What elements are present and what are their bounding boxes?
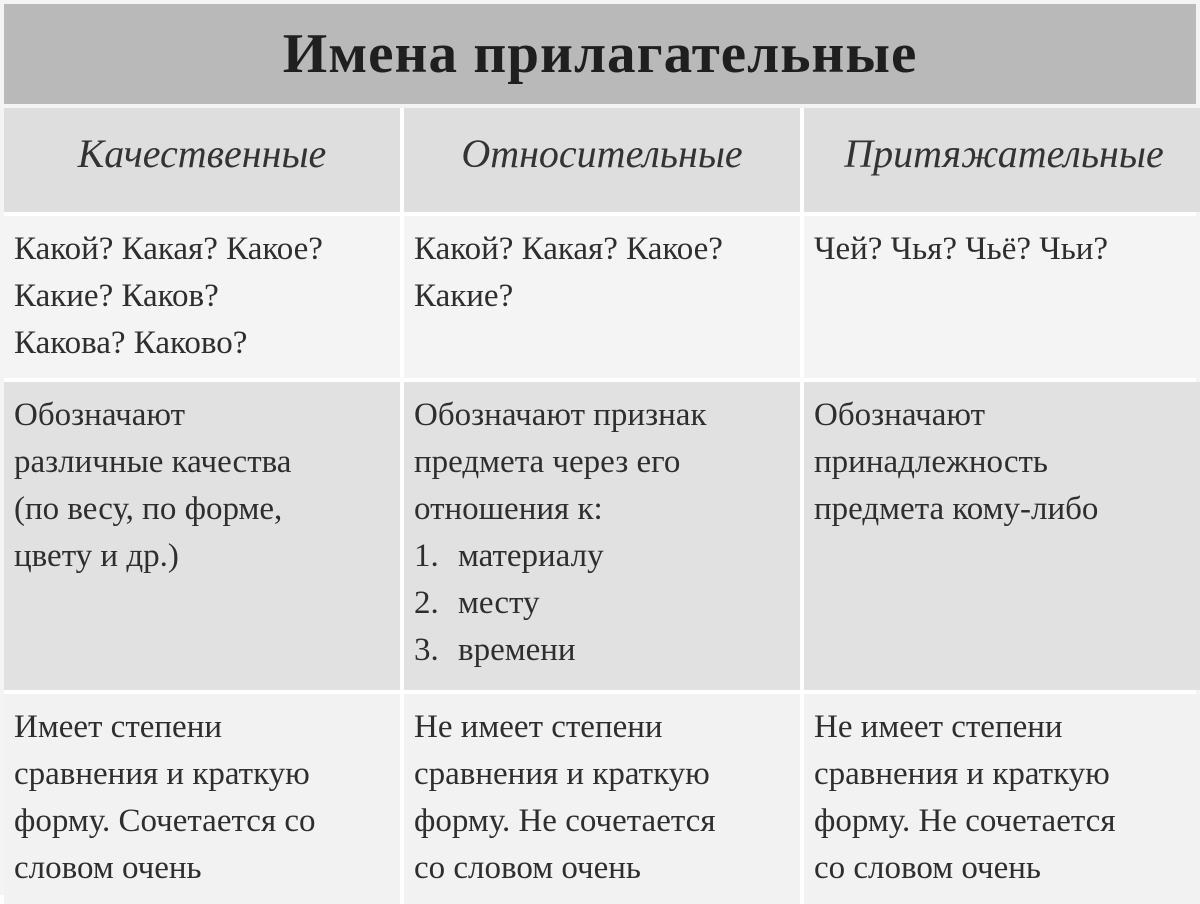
title-bar xyxy=(4,4,1196,104)
questions-relative xyxy=(404,216,800,378)
list-number: 2. xyxy=(414,585,439,621)
questions-possessive xyxy=(804,216,1200,378)
header-qualitative xyxy=(4,108,400,212)
list-text: материалу xyxy=(458,538,604,574)
meaning-text: Обозначают различные качества (по весу, по форме, цвету и др.) xyxy=(14,397,292,574)
meaning-text: Обозначают признак предмета через его отношения к: xyxy=(414,397,707,527)
list-number: 1. xyxy=(414,538,439,574)
questions-text: Какой? Какая? Какое? Какие? xyxy=(414,231,723,314)
questions-qualitative xyxy=(4,216,400,378)
meaning-text: Обозначают принадлежность предмета кому-либо xyxy=(814,397,1099,527)
header-label: Качественные xyxy=(77,131,327,176)
header-label: Притяжательные xyxy=(844,131,1164,176)
questions-text: Какой? Какая? Какое? Какие? Каков? Какова? Каково? xyxy=(14,231,323,361)
features-possessive xyxy=(804,694,1200,904)
list-item xyxy=(414,580,790,627)
list-item xyxy=(414,533,790,580)
features-text: Не имеет степени сравнения и краткую форму. Не сочетается со словом очень xyxy=(814,709,1116,886)
list-item xyxy=(414,627,790,674)
features-text: Не имеет степени сравнения и краткую форму. Не сочетается со словом очень xyxy=(414,709,716,886)
meaning-qualitative xyxy=(4,382,400,690)
adjectives-table xyxy=(4,108,1196,904)
meaning-relative xyxy=(404,382,800,690)
header-label: Относительные xyxy=(461,131,743,176)
header-relative xyxy=(404,108,800,212)
list-text: месту xyxy=(458,585,540,621)
list-number: 3. xyxy=(414,632,439,668)
features-relative xyxy=(404,694,800,904)
features-qualitative xyxy=(4,694,400,904)
header-possessive xyxy=(804,108,1200,212)
questions-text: Чей? Чья? Чьё? Чьи? xyxy=(814,231,1109,267)
list-text: времени xyxy=(458,632,576,668)
features-text: Имеет степени сравнения и краткую форму. Сочетается со словом очень xyxy=(14,709,316,886)
table-title: Имена прилагательные xyxy=(282,23,918,85)
meaning-list xyxy=(414,533,790,674)
meaning-possessive xyxy=(804,382,1200,690)
